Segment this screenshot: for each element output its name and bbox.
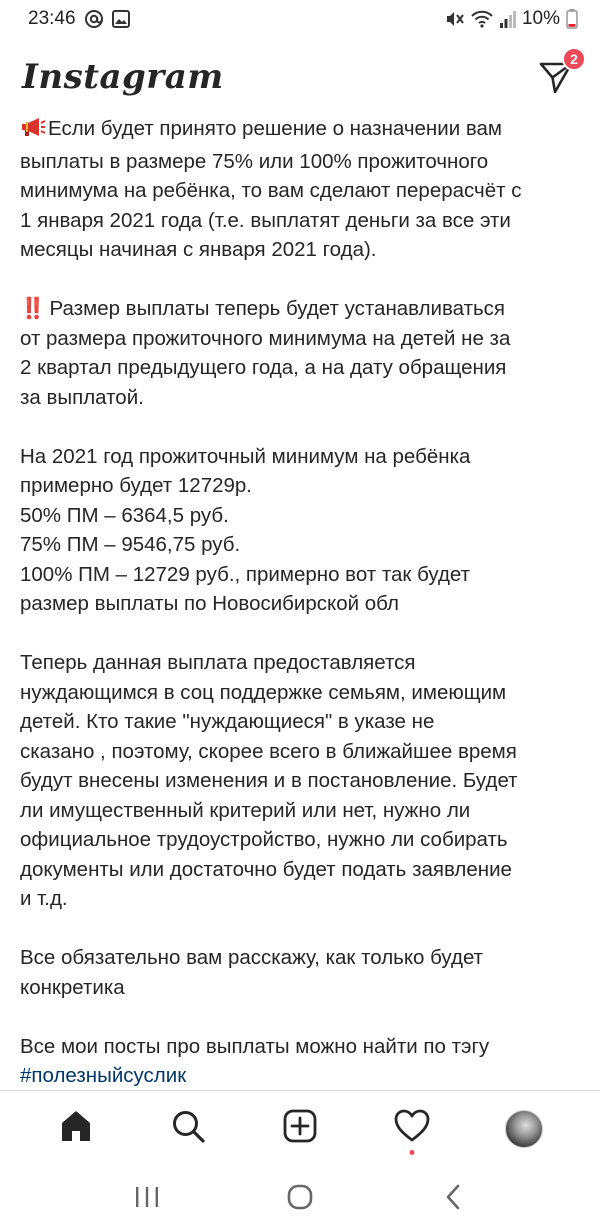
activity-heart-icon [393,1108,431,1149]
caption-line: за выплатой. [20,385,144,409]
mute-icon [444,9,464,29]
back-icon [443,1184,463,1215]
caption-paragraph-3 [20,442,580,619]
caption-line: официальное трудоустройство, нужно ли собирать [20,828,508,851]
bottom-nav [0,1090,600,1166]
nav-search-button[interactable] [158,1099,218,1159]
caption-line: ли имущественный критерий или нет, нужно ли [20,798,471,822]
caption-paragraph-6 [20,1032,580,1091]
caption-paragraph-1 [20,114,580,265]
post-caption [20,114,580,1090]
caption-line: примерно будет 12729р. [20,474,252,497]
wifi-icon [470,9,494,29]
caption-line: Теперь данная выплата предоставляется [20,651,416,674]
home-circle-icon [286,1183,314,1216]
caption-line: детей. Кто такие "нуждающиеся" в указе не [20,710,435,733]
caption-paragraph-4 [20,648,580,914]
caption-line: конкретика [20,975,125,999]
instagram-logo[interactable]: Instagram [22,57,224,97]
caption-line: выплаты в размере 75% или 100% прожиточного [20,149,489,173]
search-icon [170,1108,206,1149]
caption-line: 2 квартал предыдущего года, а на дату обращения [20,356,507,379]
home-icon [58,1108,94,1149]
battery-percent: 10% [521,8,560,29]
at-sign-icon [84,9,104,29]
nav-home-button[interactable] [46,1099,106,1159]
image-icon [112,10,130,28]
caption-line: Все мои посты про выплаты можно найти по тэгу [20,1034,490,1058]
nav-activity-button[interactable] [382,1099,442,1159]
status-right [444,8,578,30]
caption-line: 1 января 2021 года (т.е. выплатят деньги за все эти [20,208,511,232]
caption-line: сказано , поэтому, скорее всего в ближайшее время [20,739,517,763]
caption-paragraph-2 [20,294,580,412]
caption-line: 100% ПМ – 12729 руб., примерно вот так будет [20,562,471,586]
hashtag-link[interactable]: #полезныйсуслик [20,1064,187,1087]
system-back-button[interactable] [423,1174,483,1224]
system-nav-bar [0,1166,600,1232]
profile-avatar [505,1110,543,1148]
caption-line: 50% ПМ – 6364,5 руб. [20,503,229,527]
caption-line: Все обязательно вам расскажу, как только будет [20,946,484,969]
dm-unread-badge: 2 [562,47,586,71]
direct-message-icon [538,82,574,99]
caption-line: будут внесены изменения и в постановление. Будет [20,769,518,792]
system-home-button[interactable] [270,1174,330,1224]
recent-apps-button[interactable] [117,1174,177,1224]
nav-new-post-button[interactable] [270,1099,330,1159]
caption-line: и т.д. [20,887,68,910]
caption-line: размер выплаты по Новосибирской обл [20,592,399,615]
status-time: 23:46 [28,8,76,29]
app-header [0,38,600,116]
activity-indicator-dot [410,1150,415,1155]
caption-line: минимума на ребёнка, то вам сделают перерасчёт с [20,179,522,202]
new-post-icon [282,1108,318,1149]
battery-icon [566,9,578,29]
caption-line: от размера прожиточного минимума на детей не за [20,326,511,350]
caption-line: месяцы начиная с января 2021 года). [20,238,377,261]
caption-line: ‼️ Размер выплаты теперь будет устанавливаться [20,297,506,320]
recent-apps-icon [134,1185,160,1214]
direct-messages-button[interactable] [538,51,578,95]
double-exclamation-icon: ‼️ [20,297,44,320]
nav-profile-button[interactable] [494,1099,554,1159]
caption-line: 75% ПМ – 9546,75 руб. [20,533,241,556]
status-left [28,8,130,30]
caption-line: документы или достаточно будет подать заявление [20,857,512,881]
status-bar [0,0,600,38]
caption-line: На 2021 год прожиточный минимум на ребёнка [20,444,471,468]
caption-line: нуждающимся в соц поддержке семьям, имеющим [20,680,507,704]
megaphone-icon [20,116,46,147]
caption-paragraph-5 [20,943,580,1002]
caption-line: Если будет принято решение о назначении вам [20,114,580,147]
signal-icon [500,10,516,28]
